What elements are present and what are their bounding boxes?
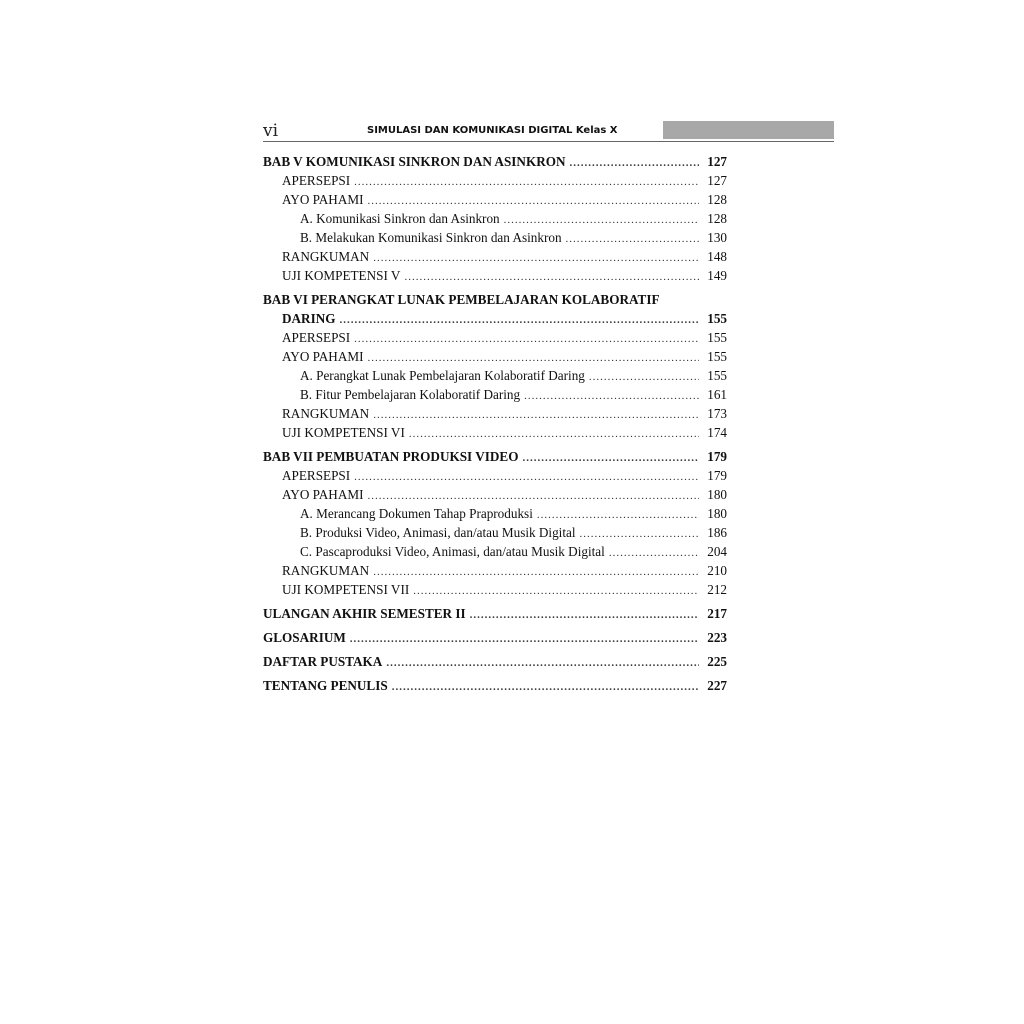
- dot-leader: [409, 425, 699, 444]
- toc-entry-label: DAFTAR PUSTAKA: [263, 654, 383, 669]
- toc-entry[interactable]: [263, 190, 727, 209]
- toc-entry-page: 128: [707, 192, 727, 207]
- toc-entry-label: RANGKUMAN: [282, 563, 370, 578]
- toc-entry-label: ULANGAN AKHIR SEMESTER II: [263, 606, 466, 621]
- toc-chapter-bab-v[interactable]: [263, 152, 727, 171]
- toc-entry-label: TENTANG PENULIS: [263, 678, 388, 693]
- toc-entry-label: DARING: [282, 311, 336, 326]
- toc-tentang-penulis[interactable]: [263, 676, 727, 695]
- toc-entry-page: 173: [707, 406, 727, 421]
- dot-leader: [350, 630, 699, 649]
- toc-entry-label: B. Produksi Video, Animasi, dan/atau Musik Digital: [300, 525, 576, 540]
- toc-entry[interactable]: [263, 561, 727, 580]
- toc-entry-label: BAB V KOMUNIKASI SINKRON DAN ASINKRON: [263, 154, 566, 169]
- toc-entry-page: 179: [707, 449, 727, 464]
- toc-entry-label: GLOSARIUM: [263, 630, 346, 645]
- toc-entry[interactable]: [263, 228, 727, 247]
- toc-entry-page: 212: [707, 582, 727, 597]
- toc-entry[interactable]: [263, 542, 727, 561]
- toc-entry-label: UJI KOMPETENSI VI: [282, 425, 405, 440]
- toc-daftar-pustaka[interactable]: [263, 652, 727, 671]
- toc-entry-page: 155: [707, 349, 727, 364]
- toc-entry-label: APERSEPSI: [282, 468, 351, 483]
- toc-entry-page: 127: [707, 154, 727, 169]
- toc-entry-label: A. Komunikasi Sinkron dan Asinkron: [300, 211, 500, 226]
- toc-entry[interactable]: [263, 404, 727, 423]
- toc-entry-page: 227: [707, 678, 727, 693]
- toc-chapter-bab-vi-continued[interactable]: [263, 309, 727, 328]
- table-of-contents: [263, 152, 727, 695]
- toc-entry-page: 128: [707, 211, 727, 226]
- toc-entry[interactable]: [263, 266, 727, 285]
- toc-entry[interactable]: [263, 247, 727, 266]
- toc-entry-label: C. Pascaproduksi Video, Animasi, dan/atau Musik Digital: [300, 544, 605, 559]
- dot-leader: [386, 654, 699, 673]
- toc-chapter-bab-vi[interactable]: [263, 290, 727, 309]
- toc-chapter-bab-vii[interactable]: [263, 447, 727, 466]
- toc-entry-label: BAB VII PEMBUATAN PRODUKSI VIDEO: [263, 449, 519, 464]
- toc-entry[interactable]: [263, 466, 727, 485]
- toc-entry[interactable]: [263, 366, 727, 385]
- toc-entry-page: 161: [707, 387, 727, 402]
- toc-entry-label: A. Merancang Dokumen Tahap Praproduksi: [300, 506, 533, 521]
- toc-entry-label: AYO PAHAMI: [282, 349, 364, 364]
- toc-entry-page: 149: [707, 268, 727, 283]
- toc-entry-label: RANGKUMAN: [282, 249, 370, 264]
- toc-entry-page: 223: [707, 630, 727, 645]
- toc-entry-page: 180: [707, 506, 727, 521]
- toc-entry-label: A. Perangkat Lunak Pembelajaran Kolaboratif Daring: [300, 368, 585, 383]
- toc-entry[interactable]: [263, 504, 727, 523]
- toc-entry-page: 174: [707, 425, 727, 440]
- toc-entry-label: BAB VI PERANGKAT LUNAK PEMBELAJARAN KOLABORATIF: [263, 292, 660, 307]
- toc-entry-label: APERSEPSI: [282, 173, 351, 188]
- page-number: vi: [263, 121, 279, 141]
- toc-entry-page: 210: [707, 563, 727, 578]
- toc-entry[interactable]: [263, 423, 727, 442]
- toc-entry[interactable]: [263, 385, 727, 404]
- toc-entry-label: UJI KOMPETENSI V: [282, 268, 401, 283]
- toc-entry-label: UJI KOMPETENSI VII: [282, 582, 410, 597]
- toc-entry-label: AYO PAHAMI: [282, 192, 364, 207]
- page-header: [263, 120, 834, 142]
- toc-entry-page: 217: [707, 606, 727, 621]
- toc-entry-page: 127: [707, 173, 727, 188]
- toc-entry-label: RANGKUMAN: [282, 406, 370, 421]
- toc-entry-page: 148: [707, 249, 727, 264]
- toc-entry-label: B. Melakukan Komunikasi Sinkron dan Asinkron: [300, 230, 562, 245]
- toc-entry-page: 180: [707, 487, 727, 502]
- dot-leader: [470, 606, 699, 625]
- toc-entry-page: 204: [707, 544, 727, 559]
- toc-entry-label: AYO PAHAMI: [282, 487, 364, 502]
- dot-leader: [413, 582, 699, 601]
- toc-entry[interactable]: [263, 580, 727, 599]
- header-rule: [263, 141, 834, 142]
- toc-glosarium[interactable]: [263, 628, 727, 647]
- toc-entry-label: B. Fitur Pembelajaran Kolaboratif Daring: [300, 387, 521, 402]
- toc-entry[interactable]: [263, 171, 727, 190]
- toc-entry-page: 225: [707, 654, 727, 669]
- toc-entry[interactable]: [263, 347, 727, 366]
- toc-entry[interactable]: [263, 523, 727, 542]
- toc-entry-page: 155: [707, 368, 727, 383]
- toc-entry-page: 130: [707, 230, 727, 245]
- toc-entry[interactable]: [263, 209, 727, 228]
- toc-entry[interactable]: [263, 485, 727, 504]
- toc-entry-page: 186: [707, 525, 727, 540]
- running-title: SIMULASI DAN KOMUNIKASI DIGITAL Kelas X: [367, 125, 618, 136]
- toc-ulangan-akhir-semester[interactable]: [263, 604, 727, 623]
- toc-entry[interactable]: [263, 328, 727, 347]
- toc-entry-page: 155: [707, 330, 727, 345]
- dot-leader: [404, 268, 699, 287]
- toc-entry-page: 179: [707, 468, 727, 483]
- header-bar: [663, 121, 834, 139]
- dot-leader: [392, 678, 699, 697]
- toc-entry-page: 155: [707, 311, 727, 326]
- toc-entry-label: APERSEPSI: [282, 330, 351, 345]
